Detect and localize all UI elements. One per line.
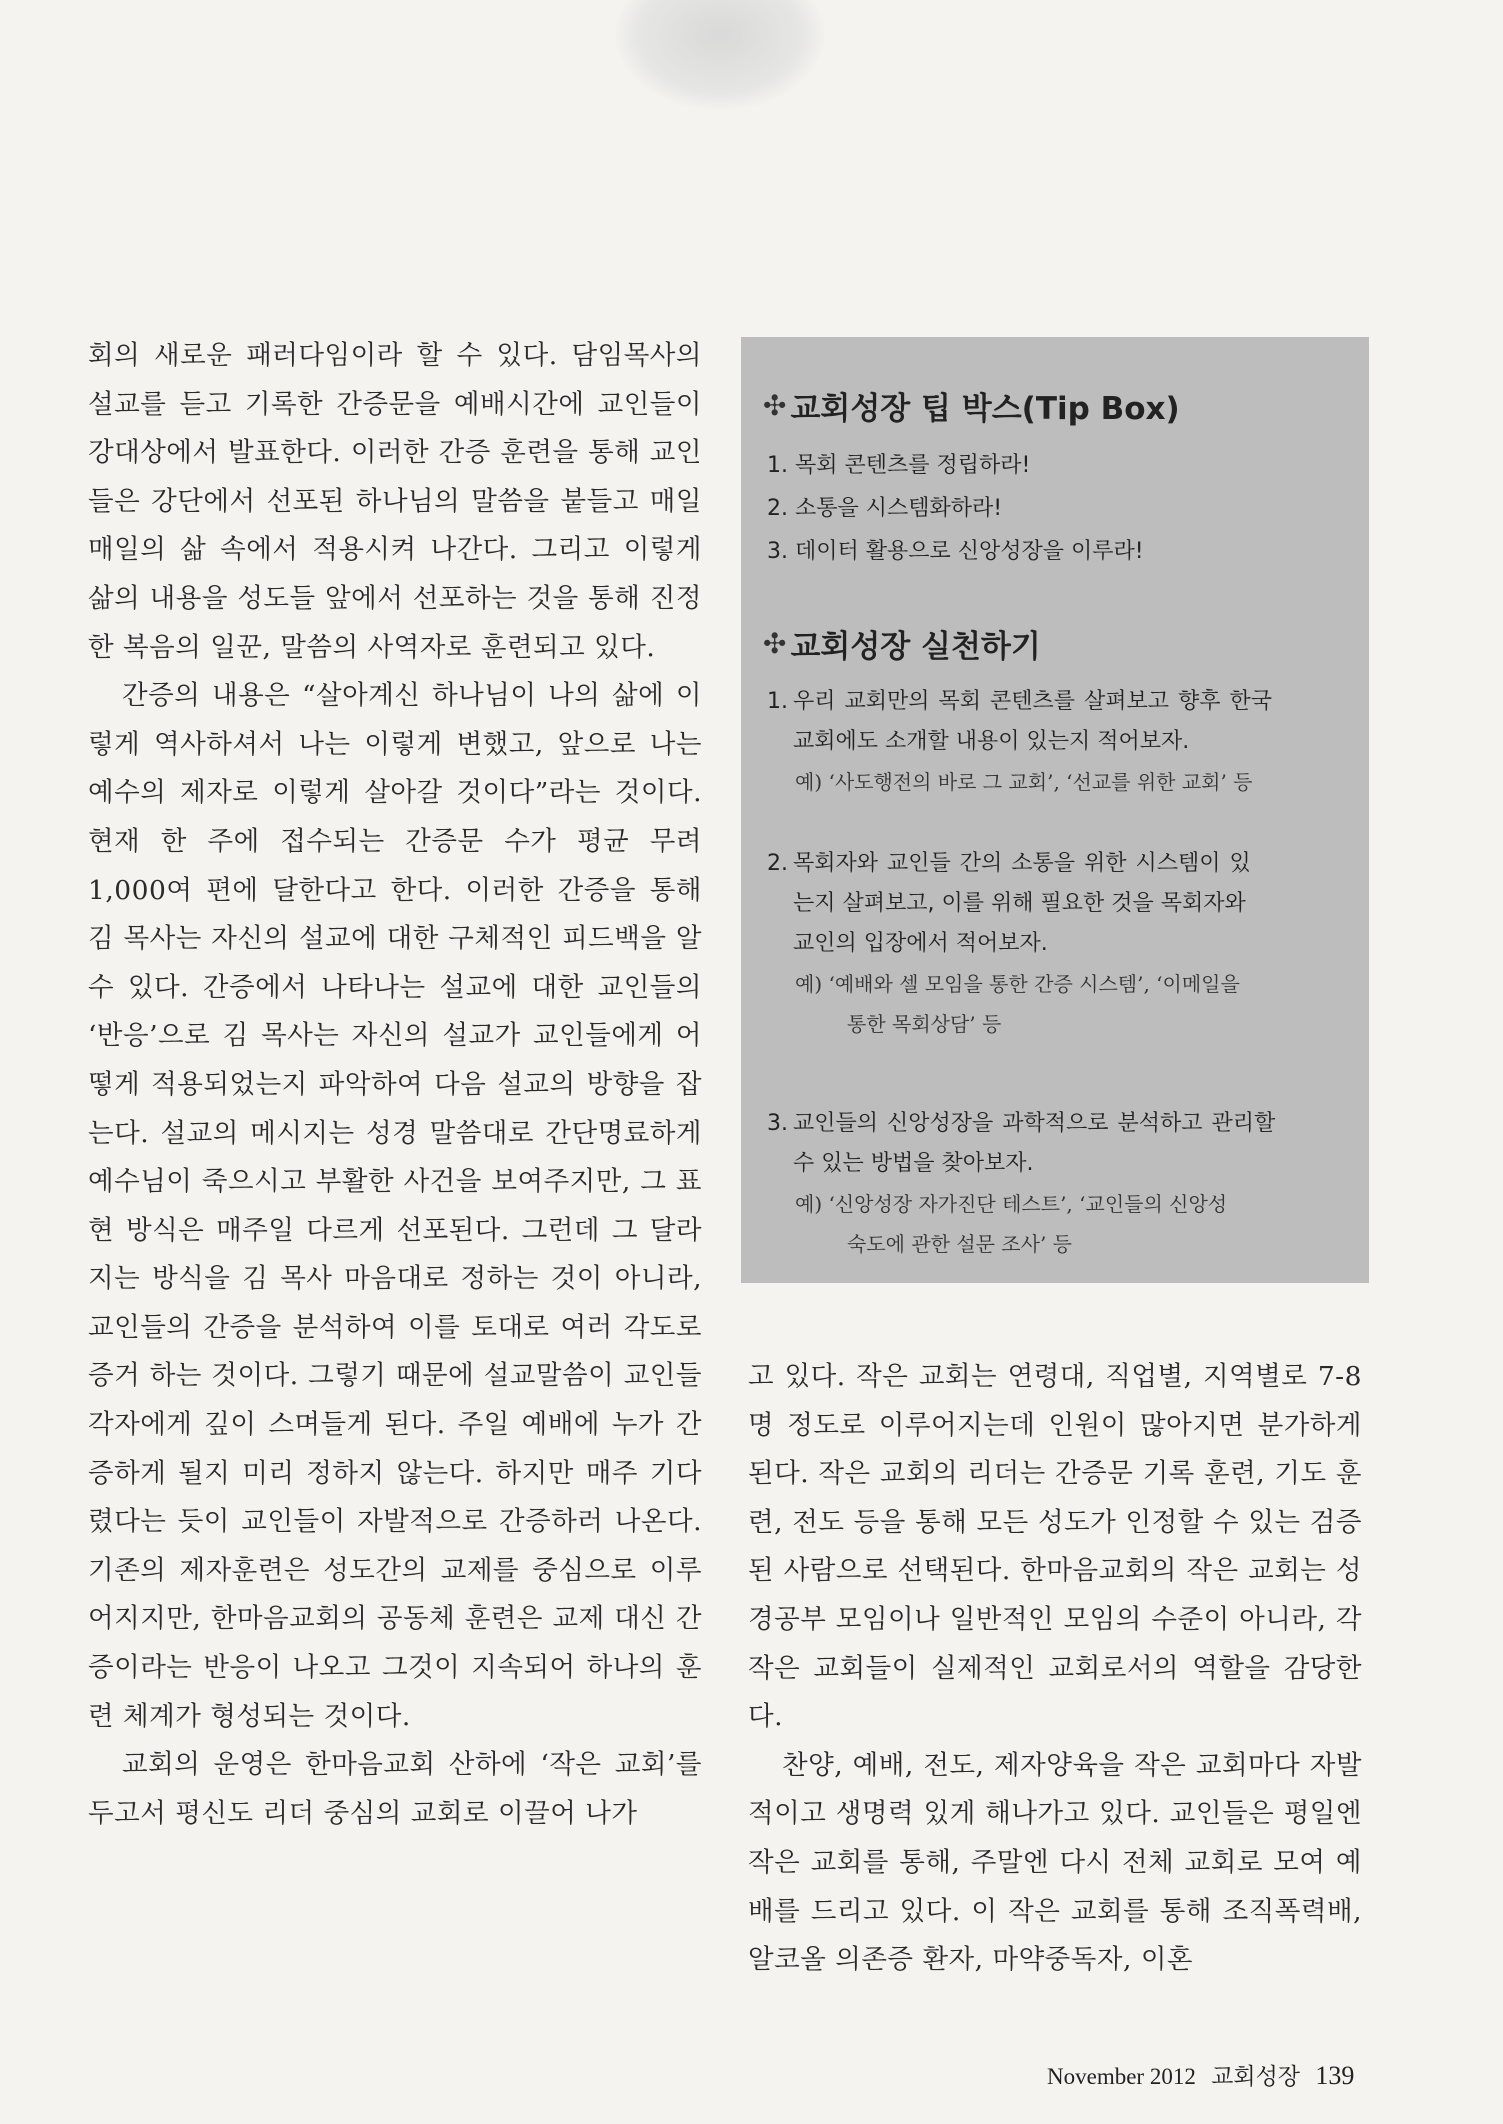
page-footer (1047, 2058, 1354, 2091)
practice-text: 교인의 입장에서 적어보자. (793, 931, 1048, 956)
practice-example-line: 통한 목회상담’ 등 (847, 1012, 1002, 1036)
practice-example-line: 예) ‘예배와 셀 모임을 통한 간증 시스템’, ‘이메일을 (795, 972, 1240, 996)
practice-heading-text: 교회성장 실천하기 (790, 629, 1041, 665)
tip-item: 2. 소통을 시스템화하라! (767, 496, 1003, 521)
practice-item (767, 682, 1345, 802)
footer-magazine-name: 교회성장 (1211, 2064, 1301, 2090)
tip-box-heading-text: 교회성장 팁 박스(Tip Box) (790, 391, 1180, 427)
practice-text: 교인들의 신앙성장을 과학적으로 분석하고 관리할 (793, 1111, 1276, 1136)
footer-issue-date: November 2012 (1047, 2064, 1196, 2089)
paragraph: 회의 새로운 패러다임이라 할 수 있다. 담임목사의 설교를 듣고 기록한 간증문을 예배시간에 교인들이 강대상에서 발표한다. 이러한 간증 훈련을 통해 교인들은 강단에서 선포된 하나님의 말씀을 붙들고 매일 매일의 삶 속에서 적용시켜 나간다. 그리고 이렇게 삶의 내용을 성도들 앞에서 선포하는 것을 통해 진정한 복음의 일꾼, 말씀의 사역자로 훈련되고 있다. (88, 340, 702, 663)
paragraph: 찬양, 예배, 전도, 제자양육을 작은 교회마다 자발적이고 생명력 있게 해나가고 있다. 교인들은 평일엔 작은 교회를 통해, 주말엔 다시 전체 교회로 모여 예배를 드리고 있다. 이 작은 교회를 통해 조직폭력배, 알코올 의존증 환자, 마약중독자, 이혼 (748, 1749, 1362, 1976)
tip-item: 3. 데이터 활용으로 신앙성장을 이루라! (767, 539, 1144, 564)
tip-list (767, 444, 1345, 573)
paragraph: 교회의 운영은 한마음교회 산하에 ‘작은 교회’를 두고서 평신도 리더 중심의 교회로 이끌어 나가 (88, 1749, 702, 1829)
paragraph: 고 있다. 작은 교회는 연령대, 직업별, 지역별로 7-8명 정도로 이루어지는데 인원이 많아지면 분가하게 된다. 작은 교회의 리더는 간증문 기록 훈련, 기도 훈련, 전도 등을 통해 모든 성도가 인정할 수 있는 검증된 사람으로 선택된다. 한마음교회의 작은 교회는 성경공부 모임이나 일반적인 모임의 수준이 아니라, 각 작은 교회들이 실제적인 교회로서의 역할을 감당한다. (748, 1361, 1362, 1733)
tip-box (741, 337, 1369, 1283)
practice-list (767, 682, 1345, 1264)
practice-example (767, 964, 1345, 1044)
right-column (748, 1353, 1362, 1985)
practice-example (767, 1184, 1345, 1264)
practice-example-line: 예) ‘신앙성장 자가진단 테스트’, ‘교인들의 신앙성 (795, 1192, 1228, 1216)
practice-item (767, 844, 1345, 1044)
practice-text: 는지 살펴보고, 이를 위해 필요한 것을 목회자와 (793, 891, 1246, 916)
practice-text: 목회자와 교인들 간의 소통을 위한 시스템이 있 (793, 851, 1251, 876)
clover-icon: ✣ (763, 389, 787, 422)
practice-item (767, 1104, 1345, 1264)
practice-text: 교회에도 소개할 내용이 있는지 적어보자. (793, 729, 1190, 754)
practice-number: 3. (767, 1111, 788, 1136)
practice-number: 2. (767, 851, 788, 876)
clover-icon: ✣ (763, 627, 787, 660)
tip-item: 1. 목회 콘텐츠를 정립하라! (767, 453, 1031, 478)
practice-example-line: 숙도에 관한 설문 조사’ 등 (847, 1232, 1072, 1256)
practice-heading (763, 621, 1345, 666)
paragraph: 간증의 내용은 “살아계신 하나님이 나의 삶에 이렇게 역사하셔서 나는 이렇게 변했고, 앞으로 나는 예수의 제자로 이렇게 살아갈 것이다”라는 것이다. 현재 한 주에 접수되는 간증문 수가 평균 무려 1,000여 편에 달한다고 한다. 이러한 간증을 통해 김 목사는 자신의 설교에 대한 구체적인 피드백을 알 수 있다. 간증에서 나타나는 설교에 대한 교인들의 ‘반응’으로 김 목사는 자신의 설교가 교인들에게 어떻게 적용되었는지 파악하여 다음 설교의 방향을 잡는다. 설교의 메시지는 성경 말씀대로 간단명료하게 예수님이 죽으시고 부활한 사건을 보여주지만, 그 표현 방식은 매주일 다르게 선포된다. 그런데 그 달라지는 방식을 김 목사 마음대로 정하는 것이 아니라, 교인들의 간증을 분석하여 이를 토대로 여러 각도로 증거 하는 것이다. 그렇기 때문에 설교말씀이 교인들 각자에게 깊이 스며들게 된다. 주일 예배에 누가 간증하게 될지 미리 정하지 않는다. 하지만 매주 기다렸다는 듯이 교인들이 자발적으로 간증하러 나온다. 기존의 제자훈련은 성도간의 교제를 중심으로 이루어지지만, 한마음교회의 공동체 훈련은 교제 대신 간증이라는 반응이 나오고 그것이 지속되어 하나의 훈련 체계가 형성되는 것이다. (88, 680, 702, 1732)
left-column (88, 332, 702, 1838)
page-number: 139 (1315, 2061, 1355, 2090)
show-through-header-text (590, 142, 890, 182)
practice-text: 우리 교회만의 목회 콘텐츠를 살펴보고 향후 한국 (793, 689, 1273, 714)
practice-example: 예) ‘사도행전의 바로 그 교회’, ‘선교를 위한 교회’ 등 (795, 770, 1253, 794)
tip-box-heading (763, 383, 1345, 428)
practice-text: 수 있는 방법을 찾아보자. (793, 1151, 1034, 1176)
show-through-header-decoration (615, 0, 825, 110)
practice-number: 1. (767, 689, 788, 714)
